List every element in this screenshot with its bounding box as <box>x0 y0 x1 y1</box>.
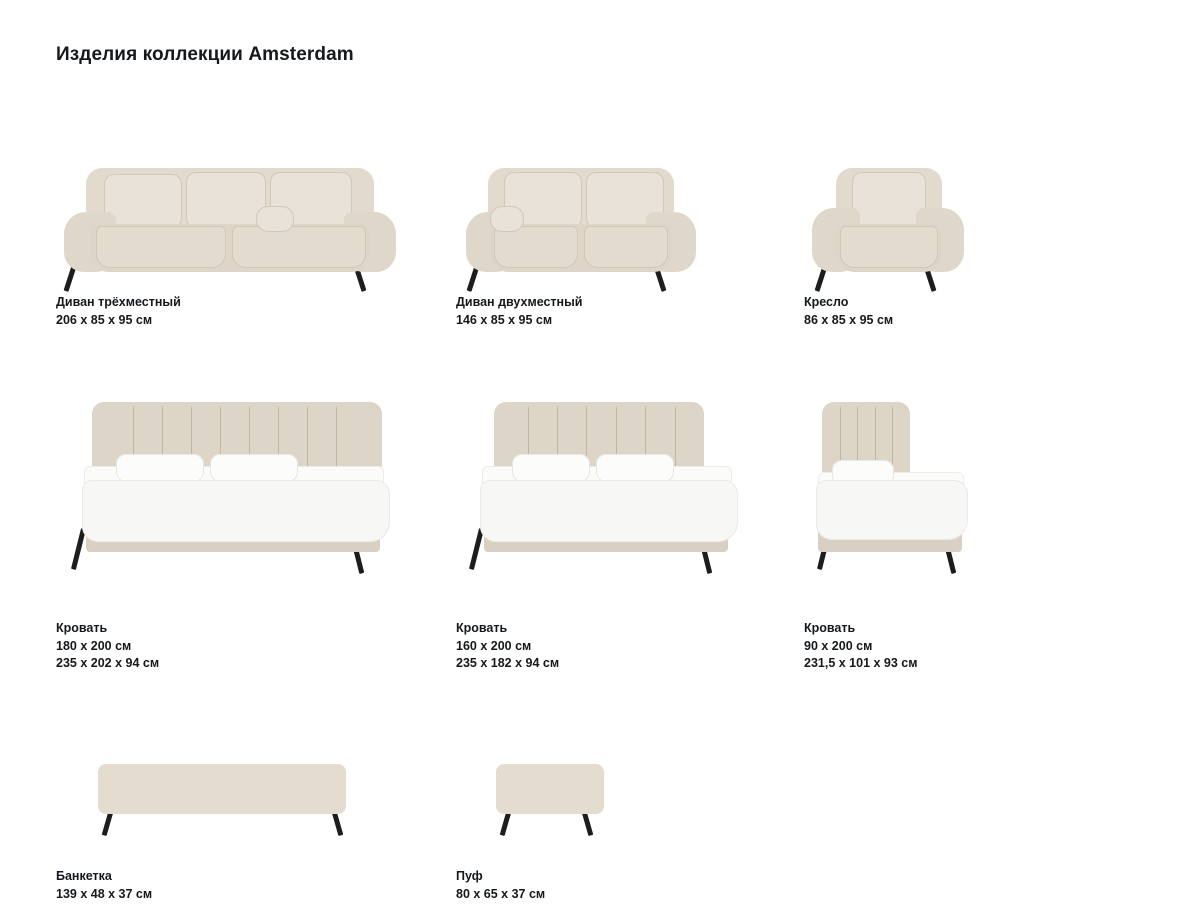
back-cushion <box>852 172 926 228</box>
product-caption-bed-180 <box>56 620 456 672</box>
back-cushion <box>186 172 266 228</box>
product-dimensions-mattress: 180 x 200 см <box>56 639 132 653</box>
product-image-pouf <box>456 738 804 868</box>
product-dimensions: 206 x 85 x 95 см <box>56 313 153 327</box>
product-name: Диван трёхместный <box>56 295 181 309</box>
bolster-cushion <box>256 206 294 232</box>
product-image-bed-90 <box>804 380 1144 620</box>
product-caption-pouf <box>456 868 804 903</box>
product-dimensions: 86 x 85 x 95 см <box>804 313 894 327</box>
product-caption-bed-160 <box>456 620 804 672</box>
product-name: Банкетка <box>56 869 112 883</box>
seat-cushion <box>494 226 578 268</box>
product-image-sofa-2seat <box>456 84 804 294</box>
pillow <box>596 454 674 482</box>
page-title: Изделия коллекции Amsterdam <box>56 44 354 65</box>
seat-cushion <box>232 226 366 268</box>
product-caption-sofa-3seat <box>56 294 456 329</box>
product-dimensions: 146 x 85 x 95 см <box>456 313 553 327</box>
pillow <box>210 454 298 482</box>
product-card-bed-180[interactable] <box>56 380 456 686</box>
duvet <box>480 480 738 542</box>
product-card-sofa-3seat[interactable] <box>56 84 456 327</box>
product-image-bench <box>56 738 456 868</box>
duvet <box>816 480 968 540</box>
product-row-benches <box>56 738 1144 908</box>
product-card-pouf[interactable] <box>456 738 804 908</box>
product-caption-bench <box>56 868 456 903</box>
product-card-empty <box>804 738 1144 908</box>
product-row-beds <box>56 380 1144 686</box>
product-card-bed-90[interactable] <box>804 380 1144 686</box>
product-caption-sofa-2seat <box>456 294 804 329</box>
product-name: Кровать <box>56 621 108 635</box>
product-name: Кровать <box>804 621 856 635</box>
pillow <box>512 454 590 482</box>
bench-seat <box>98 764 346 814</box>
product-card-bench[interactable] <box>56 738 456 908</box>
product-dimensions: 139 x 48 x 37 см <box>56 887 153 901</box>
product-name: Кресло <box>804 295 849 309</box>
product-caption-armchair <box>804 294 1144 329</box>
product-name: Кровать <box>456 621 508 635</box>
product-dimensions-overall: 235 x 182 x 94 см <box>456 656 560 670</box>
product-image-bed-180 <box>56 380 456 620</box>
bolster-cushion <box>490 206 524 232</box>
product-dimensions-overall: 235 x 202 x 94 см <box>56 656 160 670</box>
product-name: Диван двухместный <box>456 295 583 309</box>
product-name: Пуф <box>456 869 483 883</box>
product-image-sofa-3seat <box>56 84 456 294</box>
seat-cushion <box>584 226 668 268</box>
seat-cushion <box>840 226 938 268</box>
product-row-seating <box>56 84 1144 327</box>
product-card-armchair[interactable] <box>804 84 1144 327</box>
product-image-armchair <box>804 84 1144 294</box>
duvet <box>82 480 390 542</box>
product-image-bed-160 <box>456 380 804 620</box>
seat-cushion <box>96 226 226 268</box>
product-dimensions-mattress: 160 x 200 см <box>456 639 532 653</box>
pillow <box>116 454 204 482</box>
product-caption-bed-90 <box>804 620 1144 672</box>
product-card-sofa-2seat[interactable] <box>456 84 804 327</box>
product-dimensions: 80 x 65 x 37 см <box>456 887 546 901</box>
product-grid <box>56 84 1144 908</box>
pouf-seat <box>496 764 604 814</box>
product-card-bed-160[interactable] <box>456 380 804 686</box>
product-dimensions-mattress: 90 x 200 см <box>804 639 873 653</box>
product-dimensions-overall: 231,5 x 101 x 93 см <box>804 656 918 670</box>
